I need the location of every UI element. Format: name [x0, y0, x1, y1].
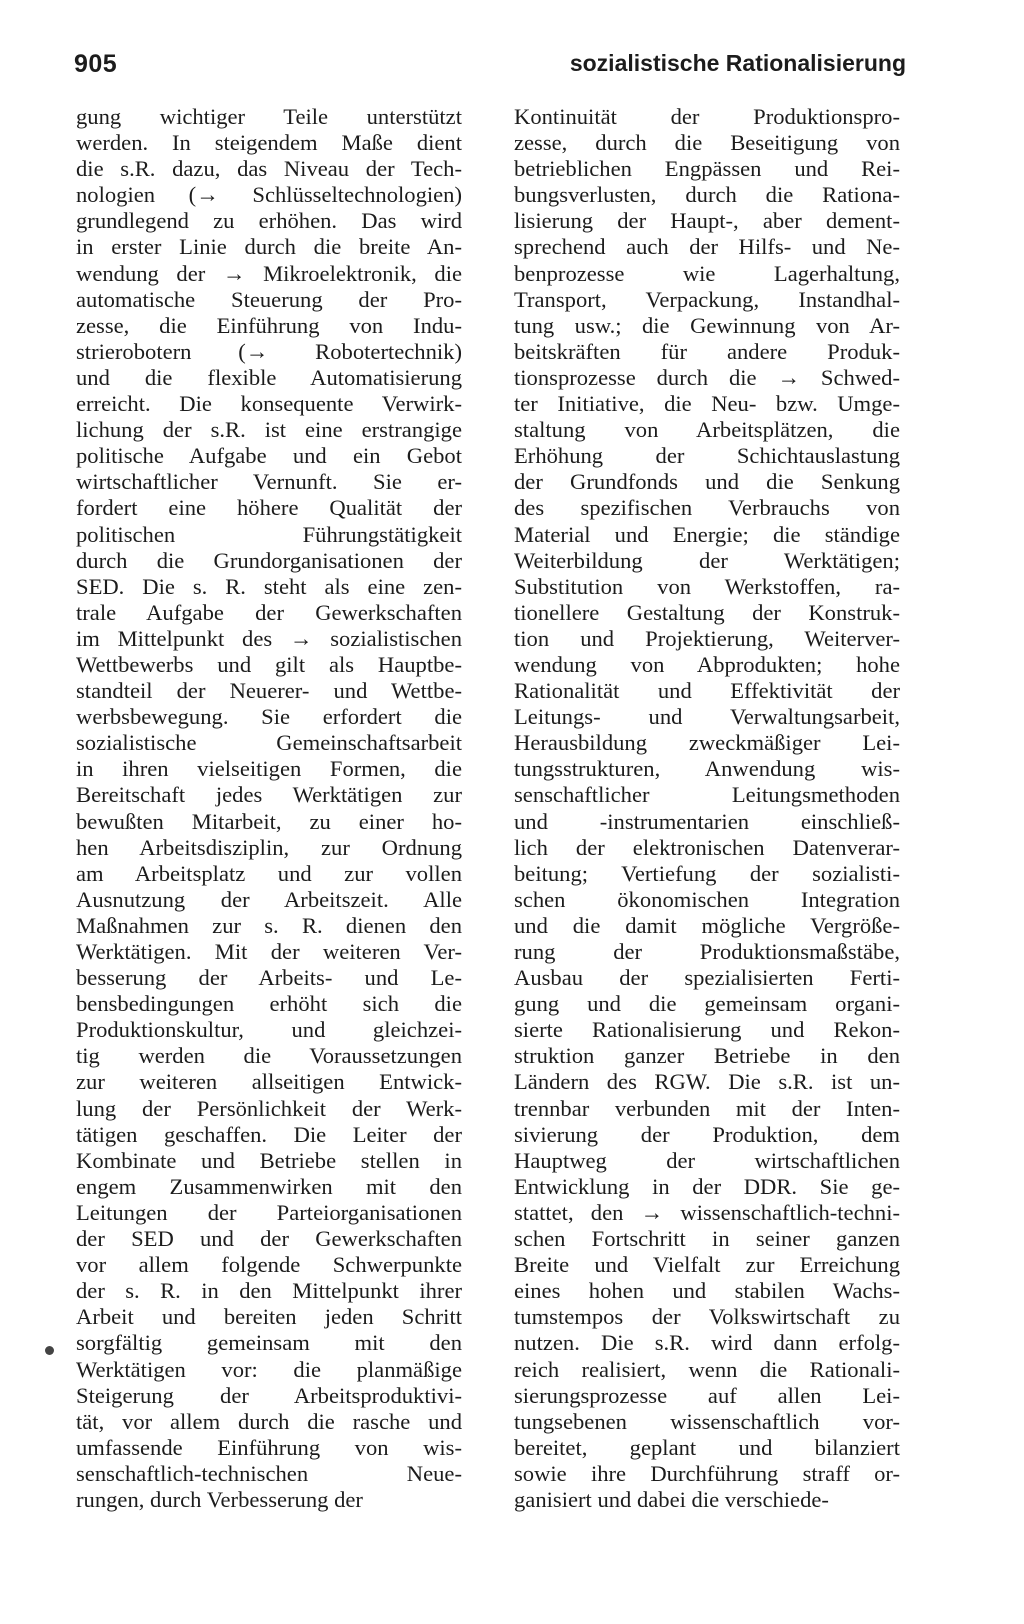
- text-line: sierungsprozesse auf allen Lei-: [514, 1382, 900, 1408]
- text-line: ganisiert und dabei die verschiede-: [514, 1486, 829, 1512]
- text-line: rung der Produktionsmaßstäbe,: [514, 939, 900, 964]
- text-line: Produktionskultur, und gleichzei-: [76, 1017, 462, 1043]
- text-line: tungsstrukturen, Anwendung wis-: [514, 756, 900, 782]
- text-line: sierte Rationalisierung und Rekon-: [514, 1017, 900, 1043]
- text-line: stattet, den → wissenschaftlich-techni-: [514, 1199, 900, 1225]
- text-line: Substitution von Werkstoffen, ra-: [514, 573, 900, 599]
- text-line: bensbedingungen erhöht sich die: [76, 991, 462, 1017]
- text-line: sprechend auch der Hilfs- und Ne-: [514, 234, 900, 260]
- text-line: sozialistische Gemeinschaftsarbeit: [76, 730, 462, 756]
- text-line: werden. In steigendem Maße dient: [76, 130, 462, 156]
- ink-speck: [45, 1346, 54, 1355]
- text-line: wendung der → Mikroelektronik, die: [76, 260, 462, 286]
- text-line: SED. Die s. R. steht als eine zen-: [76, 573, 462, 599]
- text-line: beitskräften für andere Produk-: [514, 338, 900, 364]
- text-line: der s. R. in den Mittelpunkt ihrer: [76, 1278, 462, 1304]
- text-line: tät, vor allem durch die rasche und: [76, 1408, 462, 1434]
- text-line: tig werden die Voraussetzungen: [76, 1043, 462, 1069]
- text-line: Ausnutzung der Arbeitszeit. Alle: [76, 886, 462, 912]
- text-line: Material und Energie; die ständige: [514, 521, 900, 547]
- text-line: Ausbau der spezialisierten Ferti-: [514, 965, 900, 991]
- text-line: politische Aufgabe und ein Gebot: [76, 443, 462, 469]
- text-line: bereitet, geplant und bilanziert: [514, 1434, 900, 1460]
- text-line: grundlegend zu erhöhen. Das wird: [76, 208, 462, 234]
- text-line: Kombinate und Betriebe stellen in: [76, 1147, 462, 1173]
- right-column: [514, 104, 900, 1513]
- text-line: Wettbewerbs und gilt als Hauptbe-: [76, 651, 462, 677]
- text-line: und -instrumentarien einschließ-: [514, 808, 900, 834]
- text-line: senschaftlicher Leitungsmethoden: [514, 782, 900, 808]
- text-line: sowie ihre Durchführung straff or-: [514, 1460, 900, 1486]
- text-line: Transport, Verpackung, Instandhal-: [514, 286, 900, 312]
- text-line: benprozesse wie Lagerhaltung,: [514, 260, 900, 286]
- text-line: hen Arbeitsdisziplin, zur Ordnung: [76, 834, 462, 860]
- text-line: rungen, durch Verbesserung der: [76, 1486, 363, 1512]
- text-line: werbsbewegung. Sie erfordert die: [76, 704, 462, 730]
- text-line: und die flexible Automatisierung: [76, 364, 462, 390]
- text-line: tumstempos der Volkswirtschaft zu: [514, 1304, 900, 1330]
- text-line: Entwicklung in der DDR. Sie ge-: [514, 1173, 900, 1199]
- text-line: trale Aufgabe der Gewerkschaften: [76, 599, 462, 625]
- text-line: und die damit mögliche Vergröße-: [514, 912, 900, 938]
- text-line: wendung von Abprodukten; hohe: [514, 651, 900, 677]
- text-line: besserung der Arbeits- und Le-: [76, 965, 462, 991]
- text-line: erreicht. Die konsequente Verwirk-: [76, 391, 462, 417]
- text-line: Rationalität und Effektivität der: [514, 678, 900, 704]
- text-line: Maßnahmen zur s. R. dienen den: [76, 912, 462, 938]
- text-line: tätigen geschaffen. Die Leiter der: [76, 1121, 462, 1147]
- text-line: Ländern des RGW. Die s.R. ist un-: [514, 1069, 900, 1095]
- text-line: in erster Linie durch die breite An-: [76, 234, 462, 260]
- running-head: sozialistische Rationalisierung: [569, 50, 906, 76]
- text-line: tung usw.; die Gewinnung von Ar-: [514, 312, 900, 338]
- text-line: Hauptweg der wirtschaftlichen: [514, 1147, 900, 1173]
- text-line: staltung von Arbeitsplätzen, die: [514, 417, 900, 443]
- text-line: durch die Grundorganisationen der: [76, 547, 462, 573]
- text-line: lichung der s.R. ist eine erstrangige: [76, 417, 462, 443]
- text-line: zur weiteren allseitigen Entwick-: [76, 1069, 462, 1095]
- text-line: ter Initiative, die Neu- bzw. Umge-: [514, 391, 900, 417]
- text-line: die s.R. dazu, das Niveau der Tech-: [76, 156, 462, 182]
- text-line: lisierung der Haupt-, aber dement-: [514, 208, 900, 234]
- text-line: Werktätigen. Mit der weiteren Ver-: [76, 939, 462, 964]
- text-line: nutzen. Die s.R. wird dann erfolg-: [514, 1330, 900, 1356]
- text-line: strierobotern (→ Robotertechnik): [76, 338, 462, 364]
- text-line: vor allem folgende Schwerpunkte: [76, 1252, 462, 1278]
- text-line: gung und die gemeinsam organi-: [514, 991, 900, 1017]
- text-line: senschaftlich-technischen Neue-: [76, 1460, 462, 1486]
- text-line: sorgfältig gemeinsam mit den: [76, 1330, 462, 1356]
- text-line: lich der elektronischen Datenverar-: [514, 834, 900, 860]
- text-line: tion und Projektierung, Weiterver-: [514, 625, 900, 651]
- text-line: schen Fortschritt in seiner ganzen: [514, 1226, 900, 1252]
- text-line: tungsebenen wissenschaftlich vor-: [514, 1408, 900, 1434]
- text-line: automatische Steuerung der Pro-: [76, 286, 462, 312]
- text-line: politischen Führungstätigkeit: [76, 521, 462, 547]
- text-line: Leitungs- und Verwaltungsarbeit,: [514, 704, 900, 730]
- text-line: struktion ganzer Betriebe in den: [514, 1043, 900, 1069]
- text-line: wirtschaftlicher Vernunft. Sie er-: [76, 469, 462, 495]
- text-line: lung der Persönlichkeit der Werk-: [76, 1095, 462, 1121]
- text-line: fordert eine höhere Qualität der: [76, 495, 462, 521]
- page-number: 905: [74, 50, 118, 78]
- text-line: betrieblichen Engpässen und Rei-: [514, 156, 900, 182]
- text-line: standteil der Neuerer- und Wettbe-: [76, 678, 462, 704]
- text-line: engem Zusammenwirken mit den: [76, 1173, 462, 1199]
- text-line: gung wichtiger Teile unterstützt: [76, 104, 462, 129]
- text-line: Leitungen der Parteiorganisationen: [76, 1199, 462, 1225]
- text-line: tionellere Gestaltung der Konstruk-: [514, 599, 900, 625]
- text-line: reich realisiert, wenn die Rationali-: [514, 1356, 900, 1382]
- text-line: bungsverlusten, durch die Rationa-: [514, 182, 900, 208]
- text-line: im Mittelpunkt des → sozialistischen: [76, 625, 462, 651]
- text-line: trennbar verbunden mit der Inten-: [514, 1095, 900, 1121]
- text-line: eines hohen und stabilen Wachs-: [514, 1278, 900, 1304]
- text-line: umfassende Einführung von wis-: [76, 1434, 462, 1460]
- text-line: bewußten Mitarbeit, zu einer ho-: [76, 808, 462, 834]
- text-line: Breite und Vielfalt zur Erreichung: [514, 1252, 900, 1278]
- text-line: Weiterbildung der Werktätigen;: [514, 547, 900, 573]
- text-line: zesse, die Einführung von Indu-: [76, 312, 462, 338]
- text-line: sivierung der Produktion, dem: [514, 1121, 900, 1147]
- text-line: beitung; Vertiefung der sozialisti-: [514, 860, 900, 886]
- text-line: Bereitschaft jedes Werktätigen zur: [76, 782, 462, 808]
- text-line: Erhöhung der Schichtauslastung: [514, 443, 900, 469]
- text-line: Herausbildung zweckmäßiger Lei-: [514, 730, 900, 756]
- text-line: der SED und der Gewerkschaften: [76, 1226, 462, 1252]
- page-header: [74, 50, 906, 90]
- text-line: in ihren vielseitigen Formen, die: [76, 756, 462, 782]
- text-line: tionsprozesse durch die → Schwed-: [514, 364, 900, 390]
- text-line: der Grundfonds und die Senkung: [514, 469, 900, 495]
- text-line: am Arbeitsplatz und zur vollen: [76, 860, 462, 886]
- text-line: Arbeit und bereiten jeden Schritt: [76, 1304, 462, 1330]
- text-line: Steigerung der Arbeitsproduktivi-: [76, 1382, 462, 1408]
- text-line: schen ökonomischen Integration: [514, 886, 900, 912]
- text-line: Werktätigen vor: die planmäßige: [76, 1356, 462, 1382]
- text-line: des spezifischen Verbrauchs von: [514, 495, 900, 521]
- text-line: Kontinuität der Produktionspro-: [514, 104, 900, 129]
- left-column: [76, 104, 462, 1513]
- text-line: nologien (→ Schlüsseltechnologien): [76, 182, 462, 208]
- text-line: zesse, durch die Beseitigung von: [514, 130, 900, 156]
